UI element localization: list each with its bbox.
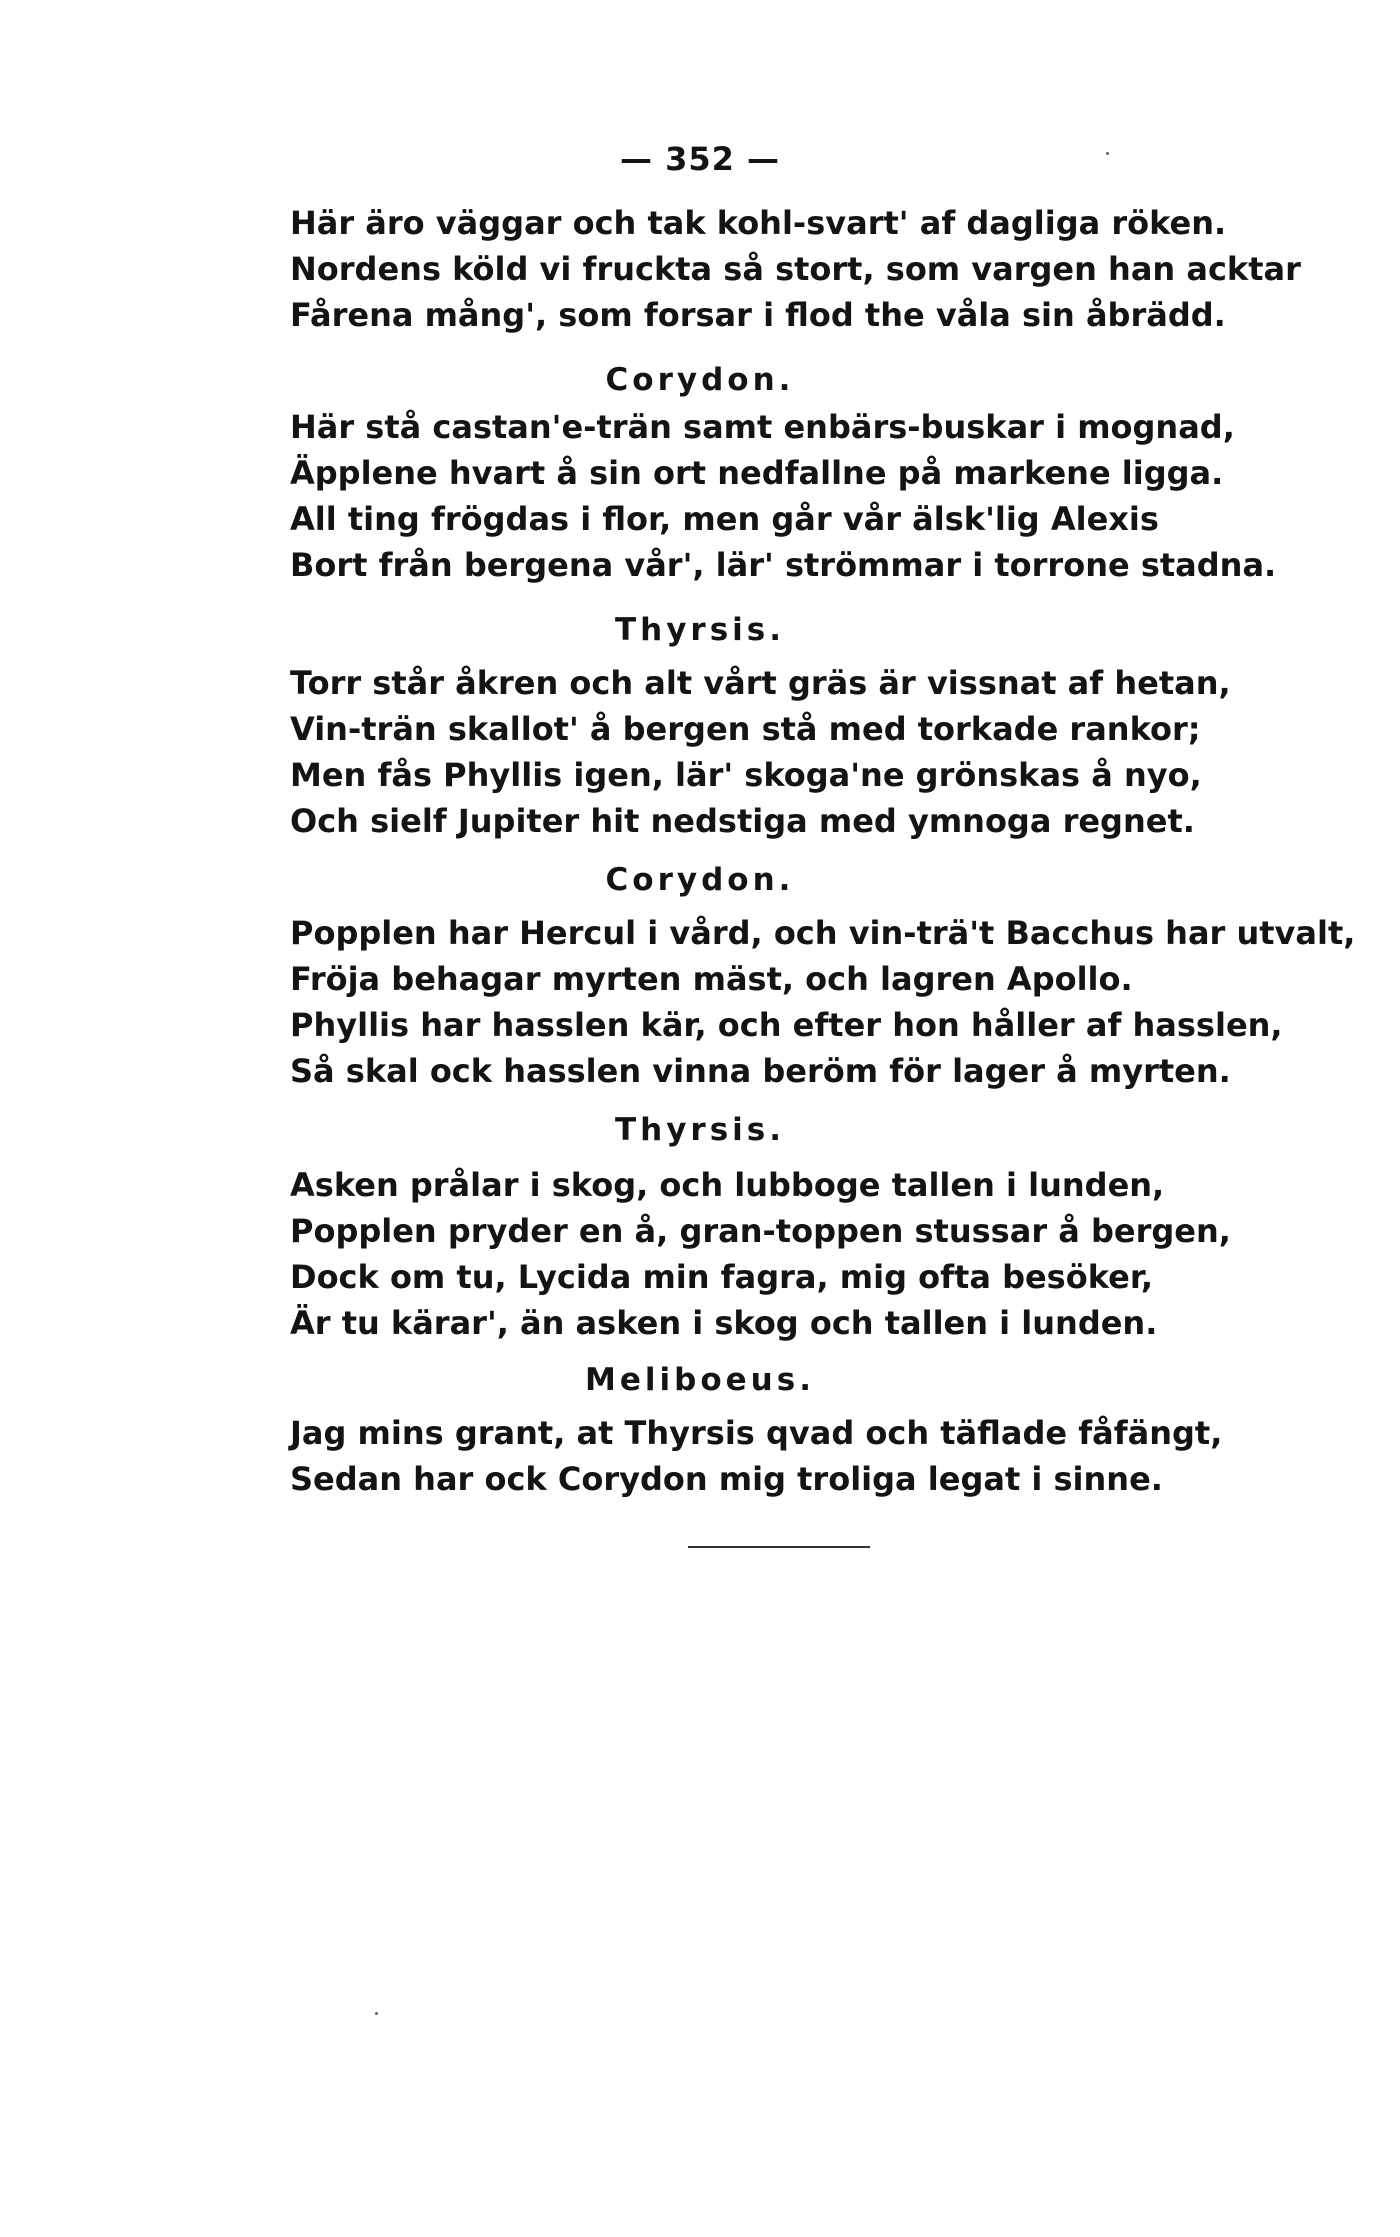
verse-line: Nordens köld vi fruckta så stort, som vargen han acktar bbox=[290, 250, 1301, 288]
verse-line: Fröja behagar myrten mäst, och lagren Apollo. bbox=[290, 960, 1133, 998]
verse-line: Popplen pryder en å, gran-toppen stussar å bergen, bbox=[290, 1212, 1231, 1250]
verse-line: Här stå castan'e-trän samt enbärs-buskar i mognad, bbox=[290, 408, 1235, 446]
verse-line: Och sielf Jupiter hit nedstiga med ymnoga regnet. bbox=[290, 802, 1195, 840]
stanza-6 bbox=[290, 1410, 1330, 1502]
verse-line: Dock om tu, Lycida min fagra, mig ofta besöker, bbox=[290, 1258, 1154, 1296]
verse-line: Phyllis har hasslen kär, och efter hon håller af hasslen, bbox=[290, 1006, 1283, 1044]
speaker-heading: Corydon. bbox=[605, 362, 795, 398]
verse-line: Jag mins grant, at Thyrsis qvad och täflade fåfängt, bbox=[290, 1414, 1223, 1452]
verse-line: Är tu kärar', än asken i skog och tallen i lunden. bbox=[290, 1304, 1158, 1342]
speaker-heading: Thyrsis. bbox=[614, 1112, 786, 1148]
verse-line: Torr står åkren och alt vårt gräs är vissnat af hetan, bbox=[290, 664, 1231, 702]
speaker-heading: Corydon. bbox=[605, 862, 795, 898]
speaker-heading: Thyrsis. bbox=[614, 612, 786, 648]
verse-line: Här äro väggar och tak kohl-svart' af dagliga röken. bbox=[290, 204, 1227, 242]
verse-line: Asken prålar i skog, och lubboge tallen i lunden, bbox=[290, 1166, 1165, 1204]
verse-line: Äpplene hvart å sin ort nedfallne på markene ligga. bbox=[290, 454, 1224, 492]
page-number: — 352 — bbox=[619, 140, 781, 178]
verse-line: Så skal ock hasslen vinna beröm för lager å myrten. bbox=[290, 1052, 1231, 1090]
paper-speck bbox=[375, 2012, 378, 2015]
stanza-2 bbox=[290, 404, 1330, 588]
verse-line: All ting frögdas i flor, men går vår älsk'lig Alexis bbox=[290, 500, 1159, 538]
verse-line: Bort från bergena vår', lär' strömmar i torrone stadna. bbox=[290, 546, 1277, 584]
verse-line: Fårena mång', som forsar i flod the våla sin åbrädd. bbox=[290, 296, 1226, 334]
end-rule bbox=[688, 1546, 870, 1548]
stanza-5 bbox=[290, 1162, 1330, 1346]
speaker-heading: Meliboeus. bbox=[585, 1362, 815, 1398]
verse-line: Popplen har Hercul i vård, och vin-trä't Bacchus har utvalt, bbox=[290, 914, 1356, 952]
verse-line: Men fås Phyllis igen, lär' skoga'ne grönskas å nyo, bbox=[290, 756, 1202, 794]
stanza-1 bbox=[290, 200, 1330, 338]
stanza-3 bbox=[290, 660, 1330, 844]
verse-line: Sedan har ock Corydon mig troliga legat i sinne. bbox=[290, 1460, 1163, 1498]
stanza-4 bbox=[290, 910, 1356, 1094]
paper-speck bbox=[1106, 152, 1109, 155]
verse-line: Vin-trän skallot' å bergen stå med torkade rankor; bbox=[290, 710, 1201, 748]
